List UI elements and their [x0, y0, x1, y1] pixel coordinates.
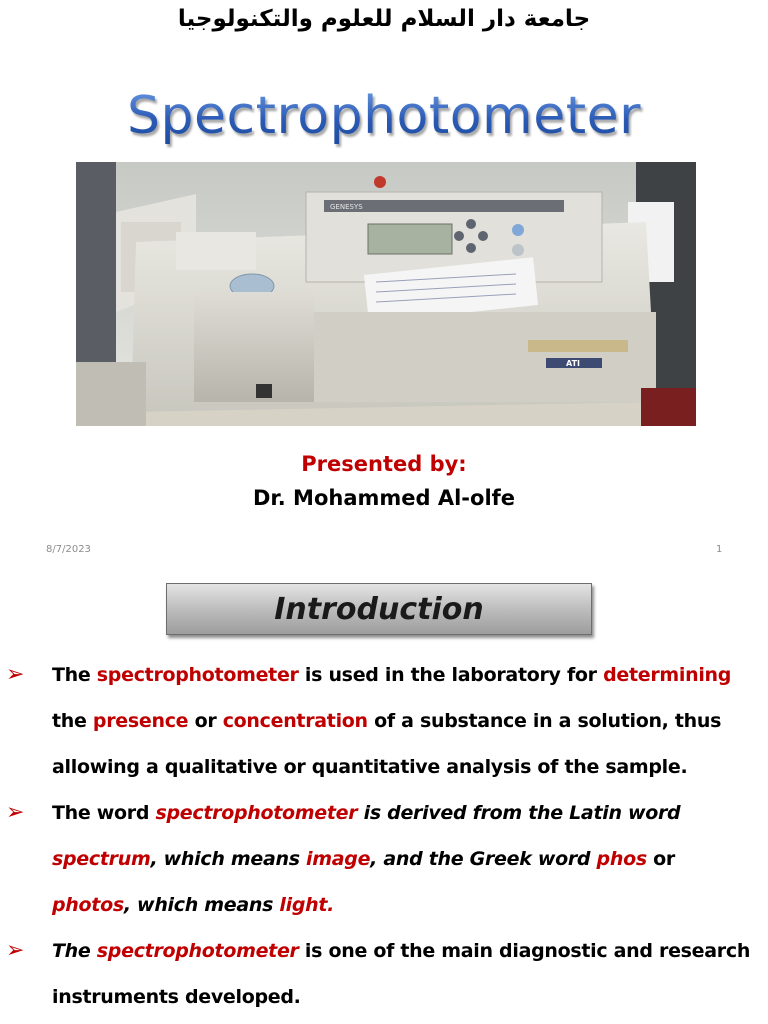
bullet-text-run: The word: [52, 802, 156, 824]
bullet-text-run: photos: [52, 894, 124, 916]
bullet-text-run: of a substance in a solution, thus allowing a qualitative or quantitative analysis of the sample.: [52, 710, 722, 778]
bullet-item: [0, 928, 768, 1020]
arrow-bullet-icon: ➢: [6, 662, 25, 687]
bullet-text-run: spectrophotometer: [96, 664, 299, 686]
bullet-text-run: is derived from the Latin word: [357, 802, 681, 824]
bullet-text-run: or: [646, 848, 675, 870]
bullet-text-run: .: [327, 894, 335, 916]
spectrophotometer-photo: [76, 162, 696, 426]
presented-by-label: Presented by:: [301, 452, 467, 476]
bullet-text-run: the: [52, 710, 93, 732]
university-name: جامعة دار السلام للعلوم والتكنولوجيا: [177, 6, 591, 32]
introduction-slide: [0, 570, 768, 1024]
arrow-bullet-icon: ➢: [6, 800, 25, 825]
bullet-text-run: light: [279, 894, 328, 916]
bullet-text-run: or: [188, 710, 223, 732]
bullet-text-run: phos: [596, 848, 647, 870]
section-heading: Introduction: [274, 591, 484, 627]
bullet-text-run: is used in the laboratory for: [298, 664, 604, 686]
bullet-text-run: The: [52, 664, 97, 686]
bullet-text-run: is one of the main diagnostic and research instruments developed.: [52, 940, 751, 1008]
device-brand-label: ATI: [566, 359, 581, 368]
section-heading-box: [166, 583, 592, 635]
bullet-text-run: spectrum: [52, 848, 151, 870]
bullet-text-run: , which means: [150, 848, 307, 870]
slide-date: 8/7/2023: [46, 544, 91, 555]
arrow-bullet-icon: ➢: [6, 938, 25, 963]
bullet-item: [0, 790, 768, 928]
slide-number: 1: [716, 544, 723, 555]
presenter-name: Dr. Mohammed Al-olfe: [252, 486, 516, 510]
wall-indicator: [374, 176, 386, 188]
bullet-text-run: , which means: [123, 894, 280, 916]
device-illustration: [76, 162, 696, 426]
slide-title: Spectrophotometer: [0, 86, 768, 146]
bullet-text-run: , and the Greek word: [370, 848, 597, 870]
device-panel-label: GENESYS: [330, 203, 363, 211]
bullet-text-run: The: [52, 940, 97, 962]
bullet-text-run: spectrophotometer: [96, 940, 299, 962]
bullet-text-run: concentration: [222, 710, 368, 732]
bullet-list: [0, 652, 768, 1020]
bullet-text-run: presence: [92, 710, 189, 732]
bullet-text-run: image: [306, 848, 371, 870]
bullet-text-run: spectrophotometer: [155, 802, 358, 824]
bullet-text-run: determining: [603, 664, 732, 686]
bullet-item: [0, 652, 768, 790]
